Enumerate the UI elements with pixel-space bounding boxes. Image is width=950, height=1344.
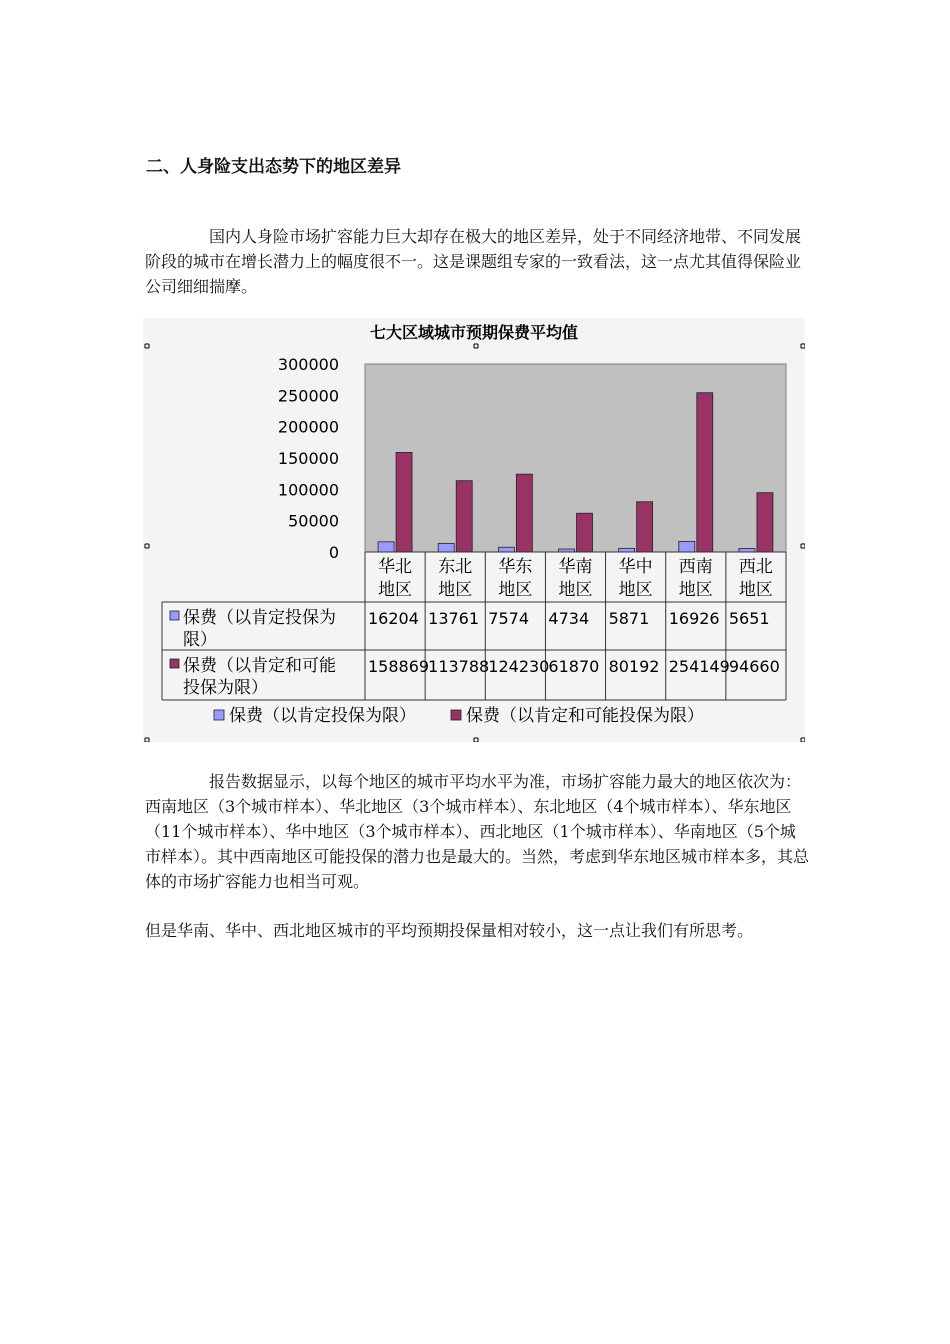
y-tick-label: 200000 [277,417,339,437]
y-tick-label: 100000 [277,480,339,500]
table-value: 124230 [488,657,550,676]
table-series-label: 保费（以肯定投保为 [183,608,336,628]
legend-key [451,710,461,720]
bar-series-1 [619,548,635,552]
table-value: 4734 [548,609,590,628]
bar-series-1 [438,543,454,552]
bar-series-1 [739,548,755,552]
bar-series-2 [757,493,773,552]
table-value: 16204 [368,609,419,628]
paragraph-conclusion: 但是华南、华中、西北地区城市的平均预期投保量相对较小，这一点让我们有所思考。 [145,921,754,940]
table-value: 61870 [548,657,600,676]
chart-figure [143,318,805,742]
table-series-label: 投保为限） [183,678,268,698]
table-value: 5651 [728,609,770,628]
legend-label: 保费（以肯定和可能投保为限） [466,706,704,726]
bar-series-2 [516,474,532,552]
chart-title: 七大区域城市预期保费平均值 [369,323,579,342]
y-tick-label: 250000 [277,386,339,406]
category-label: 华南 [558,557,593,577]
bar-series-1 [498,547,514,552]
table-value: 13761 [428,609,480,628]
category-label: 华北 [378,557,413,577]
bar-series-2 [637,502,653,552]
table-value: 254149 [668,657,730,676]
table-value: 94660 [728,657,780,676]
category-label: 地区 [678,580,713,600]
y-tick-label: 50000 [288,511,339,531]
table-value: 16926 [668,609,720,628]
category-label: 地区 [378,580,413,600]
bar-series-1 [679,541,695,552]
category-label: 西南 [678,557,713,577]
paragraph-intro: 国内人身险市场扩容能力巨大却存在极大的地区差异，处于不同经济地带、不同发展阶段的城市在增长潜力上的幅度很不一。这是课题组专家的一致看法，这一点尤其值得保险业公司细细揣摩。 [145,227,802,296]
table-value: 5871 [608,609,650,628]
table-value: 80192 [608,657,660,676]
bar-series-2 [697,393,713,552]
table-value: 113788 [428,657,490,676]
paragraph-report: 报告数据显示，以每个地区的城市平均水平为准，市场扩容能力最大的地区依次为：西南地区（3个城市样本）、华北地区（3个城市样本）、东北地区（4个城市样本）、华东地区（11个城市样本）、华中地区（3个城市样本）、西北地区（1个城市样本）、华南地区（5个城市样本）。其中西南地区可能投保的潜力也是最大的。当然，考虑到华东地区城市样本多，其总体的市场扩容能力也相当可观。 [145,772,810,891]
table-series-label: 保费（以肯定和可能 [183,656,336,676]
plot-area [365,364,786,552]
legend-key [214,710,224,720]
chart-svg [143,318,805,742]
category-label: 地区 [438,580,473,600]
category-label: 华东 [498,557,533,577]
table-series-label: 限） [183,630,217,650]
bar-series-2 [456,481,472,552]
category-label: 西北 [738,557,773,577]
table-value: 158869 [368,657,430,676]
category-label: 地区 [498,580,533,600]
category-label: 东北 [438,557,473,577]
section-heading: 二、人身险支出态势下的地区差异 [146,157,401,177]
table-value: 7574 [488,609,530,628]
bar-series-2 [577,513,593,552]
table-series-key [170,659,179,668]
category-label: 地区 [618,580,653,600]
y-tick-label: 300000 [277,355,339,374]
y-tick-label: 0 [328,543,339,562]
table-series-key [170,611,179,620]
category-label: 地区 [558,580,593,600]
legend-label: 保费（以肯定投保为限） [229,706,416,726]
category-label: 地区 [738,580,773,600]
bar-series-2 [396,452,412,552]
bar-series-1 [378,542,394,552]
category-label: 华中 [618,557,653,577]
y-tick-label: 150000 [277,449,339,468]
